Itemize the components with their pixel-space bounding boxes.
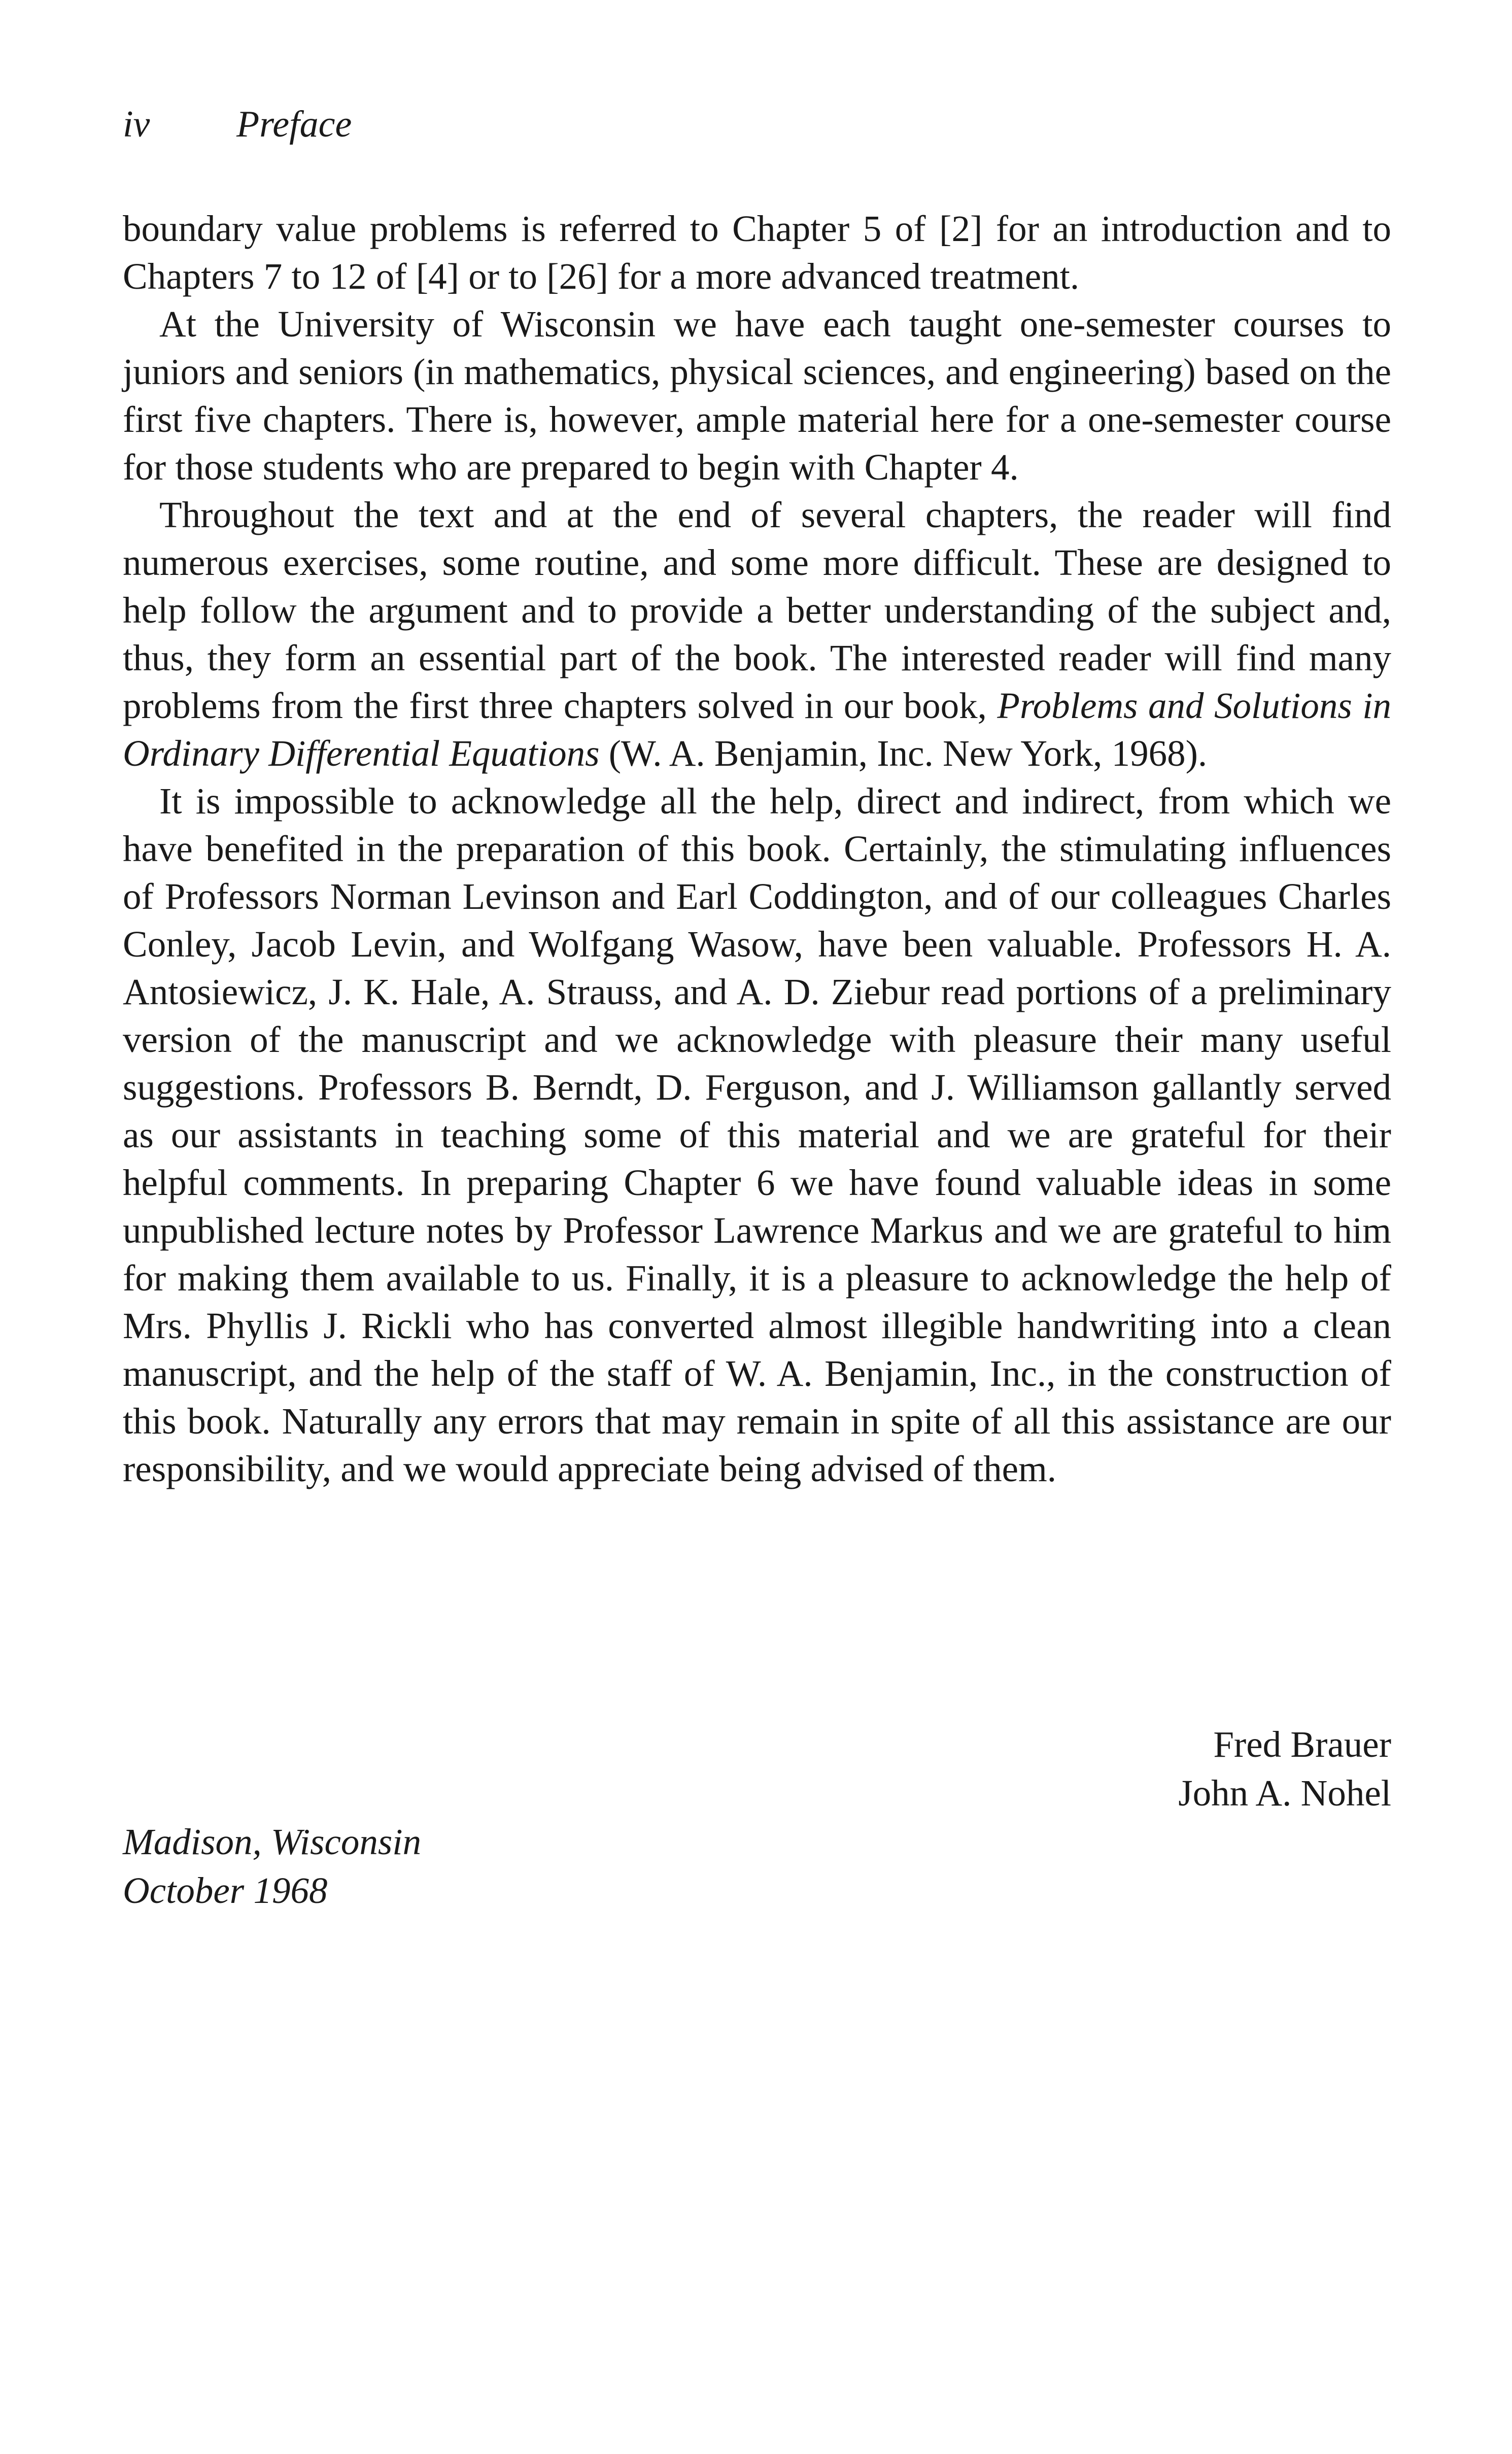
author-name: John A. Nohel bbox=[1178, 1773, 1391, 1814]
place-and-date bbox=[123, 1818, 421, 1915]
paragraph-acknowledgements: It is impossible to acknowledge all the help, direct and indirect, from which we have benefited in the preparation of this book. Certainly, the stimulating influences of Professors Norman Levinson and Earl Coddington, and of our colleagues Charles Conley, Jacob Levin, and Wolfgang Wasow, have been valuable. Professors H. A. Antosiewicz, J. K. Hale, A. Strauss, and A. D. Ziebur read portions of a preliminary version of the manuscript and we acknowledge with pleasure their many useful suggestions. Professors B. Berndt, D. Ferguson, and J. Williamson gallantly served as our assistants in teaching some of this material and we are grateful for their helpful comments. In preparing Chapter 6 we have found valuable ideas in some unpublished lecture notes by Professor Lawrence Markus and we are grateful to him for making them available to us. Finally, it is a pleasure to acknowledge the help of Mrs. Phyllis J. Rickli who has converted almost illegible handwriting into a clean manuscript, and the help of the staff of W. A. Benjamin, Inc., in the construction of this book. Naturally any errors that may remain in spite of all this assistance are our responsibility, and we would appreciate being advised of them. bbox=[123, 780, 1391, 1489]
page-number: iv bbox=[123, 104, 150, 145]
author-name: Fred Brauer bbox=[1213, 1724, 1391, 1765]
paragraph-courses: At the University of Wisconsin we have each taught one-semester courses to juniors and seniors (in mathematics, physical sciences, and engineering) based on the first five chapters. There is, however, ample material here for a one-semester course for those students who are prepared to begin with Chapter 4. bbox=[123, 303, 1391, 488]
paragraph-exercises bbox=[123, 491, 1391, 777]
book-title-reference: Problems and Solutions in Ordinary Differential Equations bbox=[123, 685, 1392, 774]
place: Madison, Wisconsin bbox=[123, 1821, 422, 1862]
preface-body bbox=[123, 205, 1391, 1493]
running-head bbox=[123, 106, 352, 143]
running-title: Preface bbox=[236, 104, 352, 145]
publisher-reference: (W. A. Benjamin, Inc. New York, 1968). bbox=[599, 733, 1208, 774]
paragraph-exercises-text: Throughout the text and at the end of several chapters, the reader will find numerous exercises, some routine, and some more difficult. These are designed to help follow the argument and to provide a better understanding of the subject and, thus, they form an essential part of the book. The interested reader will find many problems from the first three chapters solved in our book, bbox=[123, 494, 1391, 726]
date: October 1968 bbox=[123, 1870, 328, 1911]
paragraph-continuation: boundary value problems is referred to Chapter 5 of [2] for an introduction and to Chapters 7 to 12 of [4] or to [26] for a more advanced treatment. bbox=[123, 208, 1391, 297]
author-signature bbox=[1178, 1720, 1391, 1818]
